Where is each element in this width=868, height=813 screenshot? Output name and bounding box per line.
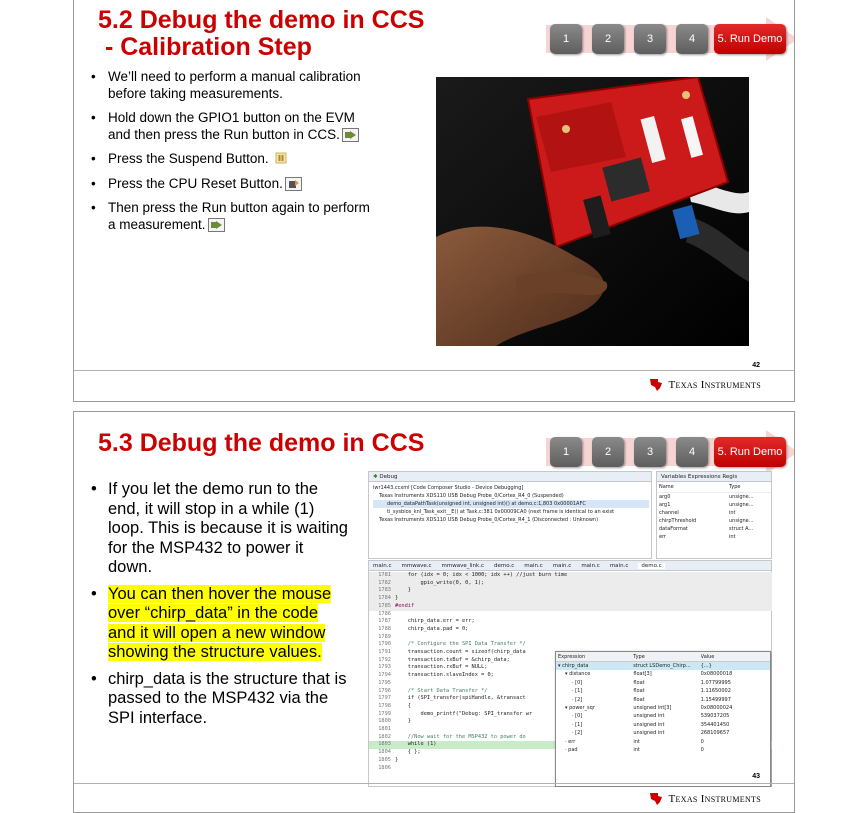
editor-tab[interactable]: mmwave_link.c: [441, 563, 484, 569]
debug-tree-row[interactable]: iwr1443.ccxml [Code Composer Studio - Device Debugging]: [373, 485, 524, 491]
line-number: 1796: [378, 687, 391, 694]
expression-type: int: [633, 747, 640, 754]
variables-tabs[interactable]: Variables Expressions Regis: [657, 472, 771, 482]
expression-row[interactable]: [556, 721, 770, 729]
expression-name: · [0]: [572, 679, 583, 686]
step-1-button[interactable]: 1: [550, 437, 582, 467]
col-type: Type: [729, 484, 741, 490]
expression-tree: [556, 662, 770, 754]
code-line: [369, 641, 772, 649]
code-line: [369, 587, 772, 595]
ccs-ide-screenshot: [368, 471, 772, 787]
expression-row[interactable]: [556, 662, 770, 670]
bullet-text: If you let the demo run to the end, it will stop in a while (1) loop. This is because it is waiting for the MSP432 to power it down.: [108, 480, 348, 576]
expression-value: 0: [700, 747, 704, 754]
bullet-item: [91, 151, 381, 168]
code-line: [369, 572, 772, 580]
code-text: demo_printf("Debug: SPI_transfer wr: [395, 710, 533, 717]
variable-row[interactable]: [659, 509, 769, 517]
line-number: 1783: [378, 587, 391, 594]
editor-tab[interactable]: demo.c: [494, 563, 515, 569]
line-number: 1803: [378, 741, 391, 748]
editor-tab[interactable]: main.c: [524, 563, 543, 569]
evm-board-photo: [436, 77, 749, 346]
line-number: 1805: [378, 756, 391, 763]
expression-name: ▾ distance: [565, 671, 591, 678]
variable-type: unsigne...: [729, 518, 754, 524]
step-1-button[interactable]: 1: [550, 24, 582, 54]
expression-name: · pad: [565, 747, 578, 754]
editor-tabs: [369, 561, 771, 571]
ti-wordmark: Texas Instruments: [668, 379, 761, 391]
debug-tree-row[interactable]: Texas Instruments XDS110 USB Debug Probe_0/Cortex_R4_0 (Suspended): [379, 493, 564, 499]
expression-row[interactable]: [556, 670, 770, 678]
variable-row[interactable]: [659, 493, 769, 501]
expression-type: float: [633, 688, 645, 695]
code-text: chirp_data.pad = 0;: [395, 625, 469, 632]
debug-view: [368, 471, 652, 559]
title-line-2: - Calibration Step: [98, 33, 312, 61]
cpu-reset-icon: [285, 177, 302, 191]
bullet-text: We’ll need to perform a manual calibration before taking measurements.: [108, 69, 361, 101]
line-number: 1798: [378, 702, 391, 709]
line-number: 1788: [378, 625, 391, 632]
line-number: 1785: [378, 602, 391, 609]
variable-type: struct A...: [729, 526, 754, 532]
bullet-item: [91, 69, 381, 102]
debug-notes-list: [91, 480, 349, 728]
code-text: }: [395, 756, 399, 763]
expression-type: unsigned int: [633, 730, 665, 737]
calibration-steps-list: [91, 69, 381, 233]
bullet-item: [91, 200, 381, 233]
expression-type: int: [633, 738, 640, 745]
step-4-button[interactable]: 4: [676, 437, 708, 467]
code-text: chirp_data.err = err;: [395, 618, 475, 625]
line-number: 1800: [378, 718, 391, 725]
line-number: 1793: [378, 664, 391, 671]
expression-name: ▾ power_sqr: [565, 705, 595, 712]
code-line: [369, 618, 772, 626]
bullet-text: Hold down the GPIO1 button on the EVM and then press the Run button in CCS.: [108, 110, 355, 142]
texas-instruments-logo: [648, 791, 761, 807]
suspend-icon: [274, 152, 291, 166]
expression-name: · [1]: [572, 721, 583, 728]
page-number: 42: [752, 362, 760, 369]
line-number: 1802: [378, 733, 391, 740]
code-line: [369, 626, 772, 634]
expression-name: · [2]: [572, 696, 583, 703]
line-number: 1784: [378, 595, 391, 602]
expression-value: 539037205: [700, 713, 730, 720]
variable-row[interactable]: [659, 533, 769, 541]
bullet-item: [91, 480, 349, 578]
step-2-button[interactable]: 2: [592, 437, 624, 467]
variable-type: unsigne...: [729, 502, 754, 508]
code-text: /* Configure the SPI Data Transfer */: [395, 641, 526, 648]
expression-row[interactable]: [556, 679, 770, 687]
variable-name: channel: [659, 510, 679, 516]
bullet-item: [91, 585, 349, 663]
step-navigation: [546, 17, 795, 61]
debug-tree-row[interactable]: Texas Instruments XDS110 USB Debug Probe_0/Cortex_R4_1 (Disconnected : Unknown): [379, 517, 599, 523]
expression-type: float: [633, 679, 645, 686]
variable-name: arg0: [659, 494, 671, 500]
expression-row[interactable]: [556, 738, 770, 746]
code-text: transaction.slaveIndex = 0;: [395, 672, 494, 679]
editor-tab[interactable]: mmwave.c: [401, 563, 432, 569]
editor-tab[interactable]: main.c: [552, 563, 572, 569]
expression-row[interactable]: [556, 712, 770, 720]
expression-value: 1.15499997: [700, 696, 731, 703]
expression-name: · err: [565, 738, 576, 745]
bullet-text: Press the CPU Reset Button.: [108, 175, 283, 191]
expression-type: unsigned int: [633, 713, 665, 720]
code-line: [369, 580, 772, 588]
editor-tab[interactable]: main.c: [609, 563, 629, 569]
line-number: 1795: [378, 679, 391, 686]
expression-value: 1.11650002: [700, 688, 731, 695]
code-text: while (1): [395, 741, 437, 748]
expression-value: 268109657: [700, 730, 730, 737]
variable-row[interactable]: [659, 517, 769, 525]
code-text: }: [395, 718, 411, 725]
run-icon: [342, 128, 359, 142]
bullet-text: chirp_data is the structure that is passed to the MSP432 via the SPI interface.: [108, 669, 347, 727]
footer-divider: [74, 370, 794, 371]
code-text: { };: [395, 749, 421, 756]
code-line: [369, 634, 772, 642]
step-navigation: [546, 430, 795, 474]
expression-value: 354401450: [700, 721, 730, 728]
bullet-item: [91, 110, 381, 143]
code-text: {: [395, 702, 411, 709]
bullet-item: [91, 176, 381, 193]
step-5-run-demo-button[interactable]: 5. Run Demo: [714, 437, 786, 467]
expression-type: struct LSDemo_Chirp...: [633, 663, 691, 669]
title-line-1: 5.2 Debug the demo in CCS: [98, 6, 425, 34]
expression-name: · [1]: [572, 688, 583, 695]
expression-type: unsigned int: [633, 721, 665, 728]
line-number: 1804: [378, 749, 391, 756]
expression-row[interactable]: [556, 696, 770, 704]
expression-name: · [2]: [572, 730, 583, 737]
debug-tree-row[interactable]: demo_dataPathTask(unsigned int, unsigned int)() at demo.c:1,803 0x00001AFC: [373, 500, 649, 508]
step-3-button[interactable]: 3: [634, 24, 666, 54]
code-text: /* Start Data Transfer */: [395, 687, 488, 694]
step-3-button[interactable]: 3: [634, 437, 666, 467]
expression-type: unsigned int[3]: [633, 705, 672, 712]
slide-5-3: [73, 411, 795, 813]
code-text: #endif: [395, 602, 415, 609]
expression-value: {...}: [700, 663, 712, 669]
code-line: [369, 611, 772, 619]
variable-name: err: [659, 534, 667, 540]
chirp-data-hover-window: [555, 651, 771, 787]
code-text: transaction.txBuf = &chirp_data;: [395, 656, 510, 663]
expression-header: [556, 652, 770, 662]
variable-row[interactable]: [659, 501, 769, 509]
line-number: 1799: [378, 710, 391, 717]
code-text: for (idx = 0; idx < 1000; idx ++) //just burn time: [395, 572, 568, 578]
editor-tab[interactable]: main.c: [581, 563, 600, 569]
expression-type: float[3]: [633, 671, 652, 678]
code-text: //Now wait for the MSP432 to power do: [395, 733, 526, 740]
bullet-text: Press the Suspend Button.: [108, 151, 269, 166]
code-text: if (SPI_transfer(spiHandle, &transact: [395, 695, 526, 702]
expression-value: 0x08000024: [700, 705, 733, 712]
bug-icon: ✱: [373, 474, 380, 480]
line-number: 1786: [378, 610, 391, 617]
debug-tree: [369, 482, 651, 524]
expression-type: float: [633, 696, 645, 703]
expression-value: 0: [700, 738, 704, 745]
step-2-button[interactable]: 2: [592, 24, 624, 54]
line-number: 1801: [378, 726, 391, 733]
expression-name: ▾ chirp_data: [558, 663, 589, 669]
footer-divider: [74, 783, 794, 784]
code-text: }: [395, 587, 411, 594]
variables-header: [657, 482, 771, 493]
variable-type: unsigne...: [729, 494, 754, 500]
editor-tab[interactable]: main.c: [373, 563, 392, 569]
col-name: Name: [659, 484, 674, 490]
debug-tree-row[interactable]: ti_sysbios_knl_Task_exit__E() at Task.c:381 0x00009CA0 (next frame is identical to an exist: [387, 509, 615, 515]
expression-row[interactable]: [556, 687, 770, 695]
texas-instruments-logo: [648, 377, 761, 393]
code-text: transaction.rxBuf = NULL;: [395, 664, 488, 671]
line-number: 1792: [378, 656, 391, 663]
variable-row[interactable]: [659, 525, 769, 533]
step-5-run-demo-button[interactable]: 5. Run Demo: [714, 24, 786, 54]
variables-list: [657, 493, 771, 541]
code-text: }: [395, 595, 399, 602]
page-number: 43: [752, 773, 760, 780]
expression-value: 0x08000018: [700, 671, 733, 678]
line-number: 1791: [378, 649, 391, 656]
bullet-text-highlighted: You can then hover the mouse over “chirp_data” in the code and it will open a new window showing the structure values.: [108, 584, 332, 661]
editor-tab[interactable]: demo.c: [638, 563, 664, 569]
code-text: transaction.count = sizeof(chirp_data: [395, 649, 526, 656]
ti-map-icon: [648, 377, 664, 393]
line-number: 1789: [378, 633, 391, 640]
code-line: [369, 603, 772, 611]
debug-tab-label: Debug: [379, 474, 398, 480]
variable-name: arg1: [659, 502, 671, 508]
line-number: 1797: [378, 695, 391, 702]
variables-view: [656, 471, 772, 559]
step-4-button[interactable]: 4: [676, 24, 708, 54]
slide-title: [98, 7, 424, 61]
expression-name: · [0]: [572, 713, 583, 720]
col-type: Type: [633, 654, 645, 660]
line-number: 1782: [378, 579, 391, 586]
variable-type: int: [729, 510, 736, 516]
expression-row[interactable]: [556, 704, 770, 712]
slide-title: 5.3 Debug the demo in CCS: [98, 429, 425, 457]
debug-tab[interactable]: [369, 472, 651, 482]
ti-map-icon: [648, 791, 664, 807]
variable-name: dataFormat: [659, 526, 688, 532]
run-icon: [208, 218, 225, 232]
expression-value: 1.07799995: [700, 679, 731, 686]
expression-row[interactable]: [556, 729, 770, 737]
code-text: gpio_write(0, 0, 1);: [395, 579, 485, 586]
variable-type: int: [729, 534, 736, 540]
slide-5-2: [73, 0, 795, 402]
expression-row[interactable]: [556, 746, 770, 754]
variable-name: chirpThreshold: [659, 518, 697, 524]
line-number: 1781: [378, 572, 391, 578]
line-number: 1794: [378, 672, 391, 679]
bullet-item: [91, 670, 349, 729]
col-value: Value: [700, 654, 715, 660]
line-number: 1790: [378, 641, 391, 648]
ti-wordmark: Texas Instruments: [668, 793, 761, 805]
code-line: [369, 595, 772, 603]
col-expression: Expression: [558, 654, 586, 660]
line-number: 1806: [378, 764, 391, 771]
line-number: 1787: [378, 618, 391, 625]
bullet-text: Then press the Run button again to perform a measurement.: [108, 200, 370, 232]
